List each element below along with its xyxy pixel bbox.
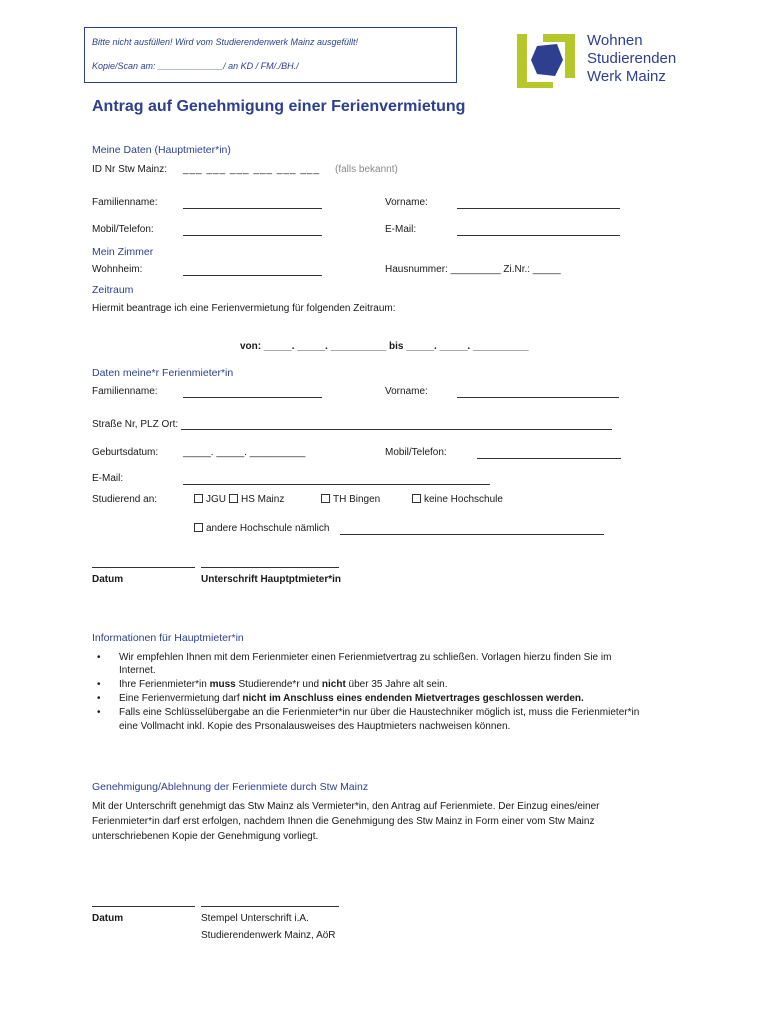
vorname-label: Vorname: [385,197,428,208]
datum-label-2: Datum [92,913,124,924]
fm-vorname-field[interactable] [457,397,619,398]
mobil-label: Mobil/Telefon: [92,224,154,235]
genehmigung-line2: Ferienmieter*in darf erst erfolgen, nachdem Ihnen die Genehmigung des Stw Mainz in Form einer vom Stw Mainz [92,816,595,827]
option-keine-label: keine Hochschule [424,494,503,505]
info-4-line1: Falls eine Schlüsselübergabe an die Ferienmieter*in nur über die Haustechniker möglich ist, muss die Ferienmieter*in [119,707,640,718]
fm-familienname-field[interactable] [183,397,322,398]
logo-text-line3: Werk Mainz [587,68,666,85]
wohnheim-label: Wohnheim: [92,264,143,275]
familienname-field[interactable] [183,208,322,209]
checkbox-th-bingen[interactable] [321,494,330,503]
unterschrift-line-1[interactable] [201,567,339,568]
strasse-field[interactable] [181,429,612,430]
option-jgu[interactable] [194,494,226,505]
fm-vorname-label: Vorname: [385,386,428,397]
option-hs-label: HS Mainz [241,494,285,505]
checkbox-hs-mainz[interactable] [229,494,238,503]
info-1-line1: Wir empfehlen Ihnen mit dem Ferienmieter einen Ferienmietvertrag zu schließen. Vorlagen hierzu finden Sie im [119,652,612,663]
bullet-3: • [97,693,101,704]
von-bis-field[interactable]: von: _____. _____. __________ bis _____. _____. __________ [240,341,529,352]
datum-label-1: Datum [92,574,124,585]
fm-email-field[interactable] [183,484,490,485]
genehmigung-line3: unterschriebenen Kopie der Genehmigung vorliegt. [92,831,319,842]
page-title: Antrag auf Genehmigung einer Ferienvermietung [92,98,466,115]
section-ferienmieter: Daten meine*r Ferienmieter*in [92,367,234,379]
fm-familienname-label: Familienname: [92,386,158,397]
option-th-label: TH Bingen [333,494,381,505]
zeitraum-text: Hiermit beantrage ich eine Ferienvermietung für folgenden Zeitraum: [92,303,396,314]
fm-mobil-field[interactable] [477,458,621,459]
mobil-field[interactable] [183,235,322,236]
office-note-line2: Kopie/Scan am: _____________/ an KD / FM/./BH./ [92,61,299,71]
fm-email-label: E-Mail: [92,473,124,484]
logo-text-line1: Wohnen [587,32,643,49]
bullet-1: • [97,652,101,663]
section-zeitraum: Zeitraum [92,284,134,296]
datum-line-1[interactable] [92,567,195,568]
section-mein-zimmer: Mein Zimmer [92,246,154,258]
vorname-field[interactable] [457,208,620,209]
email-label: E-Mail: [385,224,417,235]
office-note-box [84,27,457,83]
stempel-label: Stempel Unterschrift i.A. [201,913,309,924]
geburtsdatum-field[interactable]: _____. _____. __________ [183,447,306,458]
section-genehmigung: Genehmigung/Ablehnung der Ferienmiete durch Stw Mainz [92,781,369,793]
logo-icon [513,30,579,90]
strasse-label: Straße Nr, PLZ Ort: [92,419,179,430]
logo-text-line2: Studierenden [587,50,677,67]
section-info: Informationen für Hauptmieter*in [92,632,244,644]
studierend-label: Studierend an: [92,494,158,505]
option-keine[interactable] [412,494,503,505]
email-field[interactable] [457,235,620,236]
info-4-line2: eine Vollmacht inkl. Kopie des Prsonalausweises des Hauptmieters nachweisen können. [119,721,511,732]
wohnheim-field[interactable] [183,275,322,276]
fm-mobil-label: Mobil/Telefon: [385,447,447,458]
id-field[interactable]: ___ ___ ___ ___ ___ ___ [183,164,320,175]
option-jgu-label: JGU [206,494,226,505]
checkbox-andere[interactable] [194,523,203,532]
info-2: Ihre Ferienmieter*in muss Studierende*r und nicht über 35 Jahre alt sein. [119,679,448,690]
checkbox-jgu[interactable] [194,494,203,503]
option-th-bingen[interactable] [321,494,380,505]
section-meine-daten: Meine Daten (Hauptmieter*in) [92,144,231,156]
option-andere[interactable] [194,523,329,534]
hausnummer-field[interactable]: Hausnummer: _________ Zi.Nr.: _____ [385,264,561,275]
office-note-line1: Bitte nicht ausfüllen! Wird vom Studierendenwerk Mainz ausgefüllt! [92,37,359,47]
info-3: Eine Ferienvermietung darf nicht im Anschluss eines endenden Mietvertrages geschlossen werden. [119,693,584,704]
bullet-4: • [97,707,101,718]
id-label: ID Nr Stw Mainz: [92,164,168,175]
geburtsdatum-label: Geburtsdatum: [92,447,159,458]
org-label: Studierendenwerk Mainz, AöR [201,930,336,941]
datum-line-2[interactable] [92,906,195,907]
genehmigung-line1: Mit der Unterschrift genehmigt das Stw Mainz als Vermieter*in, den Antrag auf Ferienmiete. Der Einzug eines/einer [92,801,600,812]
info-1-line2: Internet. [119,665,156,676]
option-andere-label: andere Hochschule nämlich [206,523,330,534]
checkbox-keine[interactable] [412,494,421,503]
stempel-line[interactable] [201,906,339,907]
bullet-2: • [97,679,101,690]
familienname-label: Familienname: [92,197,158,208]
option-hs-mainz[interactable] [229,494,284,505]
unterschrift-label: Unterschrift Hauptptmieter*in [201,574,342,585]
andere-hochschule-field[interactable] [340,534,604,535]
id-hint: (falls bekannt) [335,164,398,175]
